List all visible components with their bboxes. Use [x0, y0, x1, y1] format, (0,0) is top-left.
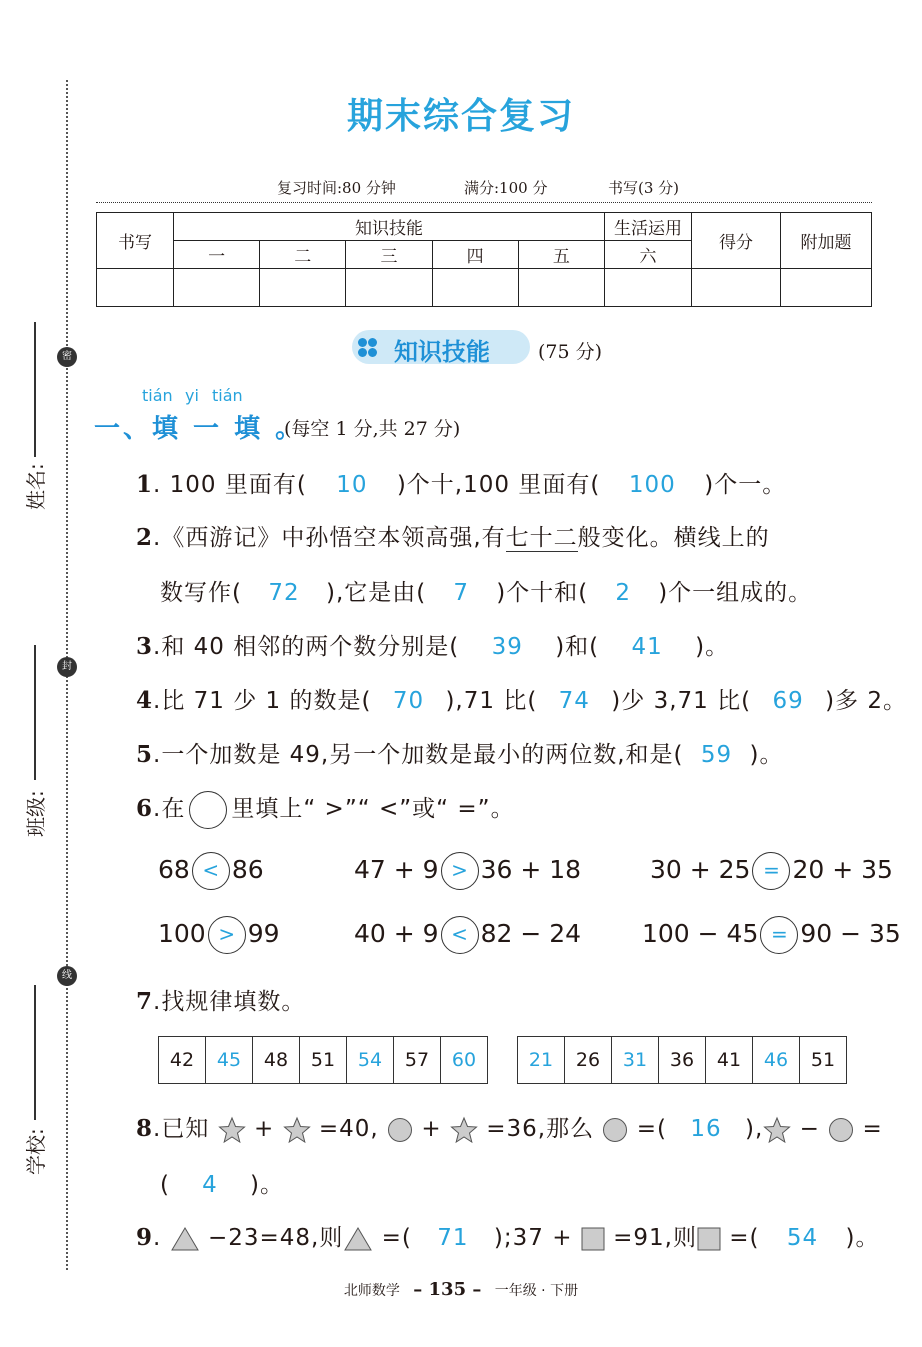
- star-icon: [450, 1116, 478, 1144]
- underlined-number: 七十二: [505, 525, 578, 551]
- empty-circle-icon: [189, 791, 227, 829]
- score-cell[interactable]: [692, 269, 781, 307]
- score-header-extra: 附加题: [781, 213, 872, 269]
- answer-blank[interactable]: 7: [453, 580, 470, 606]
- class-line: [34, 645, 36, 780]
- score-header-score: 得分: [692, 213, 781, 269]
- answer-circle[interactable]: =: [760, 916, 798, 954]
- score-cell[interactable]: [260, 269, 346, 307]
- sequence-answer[interactable]: 21: [518, 1037, 565, 1084]
- question-8: 8.已知 + =40, + =36,那么 =( 16 ), − =: [136, 1115, 883, 1142]
- sequence-cell: 48: [253, 1037, 300, 1084]
- star-icon: [763, 1116, 791, 1144]
- sequence-cell: 42: [159, 1037, 206, 1084]
- score-cell[interactable]: [97, 269, 174, 307]
- score-header-knowledge: 知识技能: [174, 213, 605, 241]
- compare-item: 100 − 45 = 90 − 35: [642, 916, 901, 954]
- compare-item: 68 < 86: [158, 852, 264, 890]
- circle-icon: [387, 1117, 413, 1143]
- part-heading: 一、填 一 填 。: [94, 414, 305, 444]
- pinyin-3: tián: [212, 386, 243, 405]
- section-points: (75 分): [538, 341, 603, 363]
- square-icon: [697, 1227, 721, 1251]
- class-label: 班级:: [24, 790, 48, 837]
- star-icon: [218, 1116, 246, 1144]
- clover-icon: [358, 338, 378, 358]
- question-9: 9. −23=48,则 =( 71 );37 + =91,则 =( 54 )。: [136, 1224, 880, 1251]
- triangle-icon: [170, 1226, 200, 1252]
- seal-xian: 线: [57, 966, 77, 986]
- score-cell[interactable]: [432, 269, 518, 307]
- grade-label: 一年级 · 下册: [494, 1283, 579, 1299]
- answer-blank[interactable]: 54: [786, 1225, 819, 1251]
- answer-circle[interactable]: >: [441, 852, 479, 890]
- question-2-line2: 数写作( 72 ),它是由( 7 )个十和( 2 )个一组成的。: [160, 580, 813, 606]
- star-icon: [283, 1116, 311, 1144]
- school-label: 学校:: [24, 1128, 48, 1175]
- question-7: 7.找规律填数。: [136, 988, 306, 1015]
- answer-blank[interactable]: 16: [690, 1116, 722, 1142]
- writing-score: 书写(3 分): [608, 179, 680, 197]
- pinyin-1: tián: [142, 386, 173, 405]
- score-col-2: 二: [260, 241, 346, 269]
- score-cell[interactable]: [605, 269, 692, 307]
- answer-blank[interactable]: 69: [772, 688, 804, 714]
- sequence-cell: 51: [300, 1037, 347, 1084]
- triangle-icon: [343, 1226, 373, 1252]
- score-cell[interactable]: [346, 269, 432, 307]
- page-number: – 135 –: [413, 1279, 482, 1300]
- answer-circle[interactable]: >: [208, 916, 246, 954]
- sequence-answer[interactable]: 45: [206, 1037, 253, 1084]
- score-table: [96, 212, 872, 307]
- compare-item: 40 + 9 < 82 − 24: [354, 916, 581, 954]
- exam-time: 复习时间:80 分钟: [277, 179, 396, 197]
- sequence-answer[interactable]: 54: [347, 1037, 394, 1084]
- compare-item: 47 + 9 > 36 + 18: [354, 852, 581, 890]
- answer-blank[interactable]: 10: [336, 472, 368, 498]
- score-cell[interactable]: [174, 269, 260, 307]
- section-title: 知识技能: [394, 338, 490, 366]
- sequence-answer[interactable]: 31: [612, 1037, 659, 1084]
- score-cell[interactable]: [781, 269, 872, 307]
- answer-blank[interactable]: 41: [631, 634, 663, 660]
- sequence-answer[interactable]: 60: [441, 1037, 488, 1084]
- page-title: 期末综合复习: [346, 95, 575, 137]
- question-3: 3.和 40 相邻的两个数分别是( 39 )和( 41 )。: [136, 633, 730, 660]
- school-line: [34, 985, 36, 1120]
- score-cell[interactable]: [518, 269, 604, 307]
- sequence-box-1: [158, 1036, 488, 1084]
- question-5: 5.一个加数是 49,另一个加数是最小的两位数,和是( 59 )。: [136, 741, 784, 768]
- score-col-4: 四: [432, 241, 518, 269]
- sequence-answer[interactable]: 46: [753, 1037, 800, 1084]
- answer-blank[interactable]: 72: [268, 580, 300, 606]
- answer-blank[interactable]: 74: [558, 688, 590, 714]
- page-footer: [0, 1279, 922, 1300]
- answer-blank[interactable]: 100: [628, 472, 676, 498]
- part-note: (每空 1 分,共 27 分): [284, 418, 461, 440]
- square-icon: [581, 1227, 605, 1251]
- circle-icon: [828, 1117, 854, 1143]
- divider: [96, 202, 872, 203]
- book-name: 北师数学: [343, 1283, 400, 1299]
- compare-item: 30 + 25 = 20 + 35: [650, 852, 893, 890]
- score-header-writing: 书写: [97, 213, 174, 269]
- sequence-cell: 26: [565, 1037, 612, 1084]
- score-header-application: 生活运用: [605, 213, 692, 241]
- answer-blank[interactable]: 59: [700, 742, 733, 768]
- name-label: 姓名:: [24, 463, 48, 510]
- sequence-cell: 57: [394, 1037, 441, 1084]
- question-6: 6.在 里填上“ >”“ <”或“ =”。: [136, 790, 515, 829]
- seal-mi: 密: [57, 347, 77, 367]
- score-col-6: 六: [605, 241, 692, 269]
- sequence-cell: 51: [800, 1037, 847, 1084]
- score-col-1: 一: [174, 241, 260, 269]
- answer-blank[interactable]: 70: [392, 688, 425, 714]
- circle-icon: [602, 1117, 628, 1143]
- answer-blank[interactable]: 71: [437, 1225, 469, 1251]
- question-8-line2: ( 4 )。: [160, 1172, 284, 1198]
- question-1: 1. 100 里面有( 10 )个十,100 里面有( 100 )个一。: [136, 471, 787, 498]
- full-score: 满分:100 分: [464, 179, 548, 197]
- score-col-5: 五: [518, 241, 604, 269]
- seal-feng: 封: [57, 657, 77, 677]
- score-col-3: 三: [346, 241, 432, 269]
- answer-circle[interactable]: =: [752, 852, 790, 890]
- answer-blank[interactable]: 2: [615, 580, 632, 606]
- question-2: 2.《西游记》中孙悟空本领高强,有七十二般变化。横线上的: [136, 524, 770, 551]
- answer-circle[interactable]: <: [192, 852, 230, 890]
- name-line: [34, 322, 36, 457]
- question-4: 4.比 71 少 1 的数是( 70 ),71 比( 74 )少 3,71 比( 69 )多 2。: [136, 687, 907, 714]
- pinyin-2: yi: [185, 386, 199, 405]
- answer-blank[interactable]: 39: [491, 634, 523, 660]
- compare-item: 100 > 99: [158, 916, 280, 954]
- answer-circle[interactable]: <: [441, 916, 479, 954]
- answer-blank[interactable]: 4: [202, 1172, 218, 1198]
- sequence-cell: 41: [706, 1037, 753, 1084]
- sequence-box-2: [517, 1036, 847, 1084]
- sequence-cell: 36: [659, 1037, 706, 1084]
